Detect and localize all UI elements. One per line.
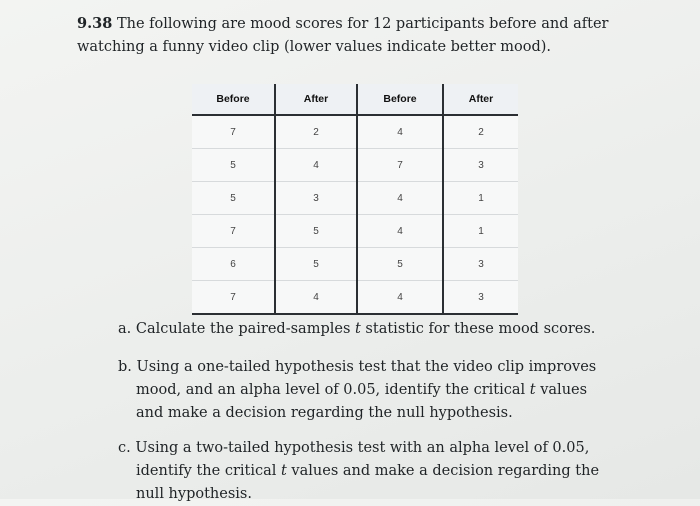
table-cell: 3: [443, 248, 518, 281]
question-b-t: t: [529, 382, 536, 398]
table-cell: 3: [443, 281, 518, 315]
table-row: [192, 248, 518, 281]
table-cell: 7: [192, 281, 275, 315]
mood-scores-table: [192, 84, 518, 315]
question-c: [118, 437, 618, 506]
table-cell: 2: [443, 115, 518, 149]
table-cell: 4: [357, 182, 443, 215]
table-cell: 5: [192, 182, 275, 215]
table-cell: 4: [357, 115, 443, 149]
table-row: [192, 215, 518, 248]
table-cell: 3: [443, 149, 518, 182]
table-cell: 6: [192, 248, 275, 281]
table-cell: 1: [443, 215, 518, 248]
question-a-suffix: statistic for these mood scores.: [360, 321, 596, 337]
question-a-prefix: a. Calculate the paired-samples: [118, 321, 355, 337]
table-header-row: [192, 84, 518, 115]
table-cell: 7: [357, 149, 443, 182]
header-before-1: Before: [192, 84, 275, 115]
table-cell: 4: [275, 281, 357, 315]
question-b-suffix: values and make a decision regarding the null hypothesis.: [136, 382, 588, 421]
question-c-suffix: values and make a decision regarding the null hypothesis.: [136, 463, 600, 502]
question-a: [118, 318, 678, 341]
table-cell: 3: [275, 182, 357, 215]
table-cell: 7: [192, 215, 275, 248]
table-cell: 5: [357, 248, 443, 281]
question-b: [118, 356, 618, 425]
table-row: [192, 115, 518, 149]
problem-text: The following are mood scores for 12 participants before and after watching a funny video clip (lower values indicate better mood).: [77, 16, 609, 55]
header-after-2: After: [443, 84, 518, 115]
table-cell: 5: [275, 248, 357, 281]
table-row: [192, 149, 518, 182]
question-b-prefix: b. Using a one-tailed hypothesis test that the video clip improves mood, and an alpha level of 0.05, identify the critical: [118, 359, 597, 398]
problem-number: 9.38: [77, 15, 113, 32]
table-cell: 1: [443, 182, 518, 215]
question-c-prefix: c. Using a two-tailed hypothesis test with an alpha level of 0.05, identify the critical: [118, 440, 590, 479]
header-before-2: Before: [357, 84, 443, 115]
table-cell: 4: [357, 215, 443, 248]
table-cell: 4: [357, 281, 443, 315]
table-cell: 4: [275, 149, 357, 182]
problem-statement: [77, 12, 667, 59]
table-row: [192, 182, 518, 215]
table-cell: 2: [275, 115, 357, 149]
table-cell: 5: [275, 215, 357, 248]
table-row: [192, 281, 518, 315]
table-cell: 7: [192, 115, 275, 149]
question-a-t: t: [355, 321, 361, 337]
question-c-t: t: [281, 463, 287, 479]
table-cell: 5: [192, 149, 275, 182]
header-after-1: After: [275, 84, 357, 115]
